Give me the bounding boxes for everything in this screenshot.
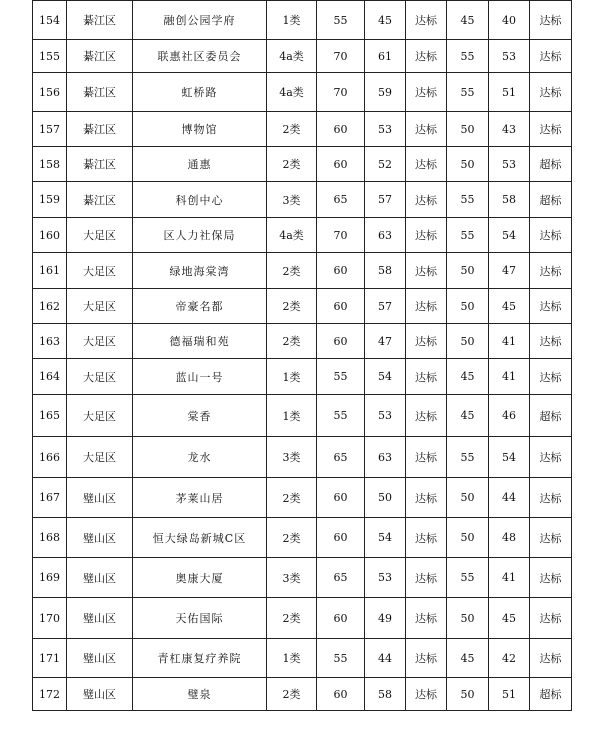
- night-limit-cell: 45: [447, 359, 489, 395]
- row-number-cell: 160: [33, 218, 67, 253]
- day-measured-cell: 58: [365, 678, 406, 711]
- monitoring-site-cell: 蓝山一号: [133, 359, 267, 395]
- row-number-cell: 154: [33, 1, 67, 40]
- day-limit-cell: 60: [317, 324, 365, 359]
- row-number-cell: 170: [33, 598, 67, 639]
- day-result-cell: 达标: [406, 289, 447, 324]
- row-number-cell: 165: [33, 395, 67, 437]
- day-result-cell: 达标: [406, 218, 447, 253]
- district-cell: 綦江区: [67, 182, 133, 218]
- day-limit-cell: 60: [317, 289, 365, 324]
- table-row: [33, 218, 572, 253]
- night-limit-cell: 50: [447, 518, 489, 558]
- day-measured-cell: 57: [365, 182, 406, 218]
- night-limit-cell: 55: [447, 182, 489, 218]
- night-result-cell: 达标: [530, 558, 572, 598]
- night-measured-cell: 45: [489, 598, 530, 639]
- day-result-cell: 达标: [406, 598, 447, 639]
- night-measured-cell: 42: [489, 639, 530, 678]
- night-limit-cell: 50: [447, 478, 489, 518]
- day-limit-cell: 60: [317, 598, 365, 639]
- night-limit-cell: 50: [447, 147, 489, 182]
- night-measured-cell: 51: [489, 73, 530, 112]
- function-class-cell: 3类: [267, 437, 317, 478]
- night-measured-cell: 51: [489, 678, 530, 711]
- monitoring-site-cell: 奥康大厦: [133, 558, 267, 598]
- row-number-cell: 163: [33, 324, 67, 359]
- night-result-cell: 达标: [530, 73, 572, 112]
- table-row: [33, 639, 572, 678]
- monitoring-site-cell: 融创公园学府: [133, 1, 267, 40]
- function-class-cell: 2类: [267, 598, 317, 639]
- district-cell: 璧山区: [67, 518, 133, 558]
- day-limit-cell: 65: [317, 437, 365, 478]
- day-limit-cell: 70: [317, 73, 365, 112]
- function-class-cell: 2类: [267, 518, 317, 558]
- night-result-cell: 达标: [530, 112, 572, 147]
- row-number-cell: 168: [33, 518, 67, 558]
- day-result-cell: 达标: [406, 324, 447, 359]
- day-result-cell: 达标: [406, 73, 447, 112]
- function-class-cell: 2类: [267, 324, 317, 359]
- night-result-cell: 达标: [530, 478, 572, 518]
- night-measured-cell: 44: [489, 478, 530, 518]
- day-result-cell: 达标: [406, 478, 447, 518]
- night-result-cell: 达标: [530, 518, 572, 558]
- day-result-cell: 达标: [406, 678, 447, 711]
- table-row: [33, 518, 572, 558]
- monitoring-site-cell: 虹桥路: [133, 73, 267, 112]
- district-cell: 璧山区: [67, 558, 133, 598]
- day-measured-cell: 47: [365, 324, 406, 359]
- day-measured-cell: 54: [365, 359, 406, 395]
- function-class-cell: 1类: [267, 1, 317, 40]
- day-limit-cell: 55: [317, 1, 365, 40]
- night-measured-cell: 41: [489, 558, 530, 598]
- night-result-cell: 超标: [530, 395, 572, 437]
- night-result-cell: 达标: [530, 40, 572, 73]
- day-measured-cell: 44: [365, 639, 406, 678]
- night-limit-cell: 50: [447, 253, 489, 289]
- row-number-cell: 156: [33, 73, 67, 112]
- day-limit-cell: 65: [317, 182, 365, 218]
- night-result-cell: 达标: [530, 639, 572, 678]
- district-cell: 大足区: [67, 437, 133, 478]
- night-limit-cell: 50: [447, 324, 489, 359]
- district-cell: 綦江区: [67, 1, 133, 40]
- day-result-cell: 达标: [406, 359, 447, 395]
- district-cell: 綦江区: [67, 40, 133, 73]
- district-cell: 綦江区: [67, 147, 133, 182]
- day-measured-cell: 52: [365, 147, 406, 182]
- night-measured-cell: 53: [489, 147, 530, 182]
- row-number-cell: 172: [33, 678, 67, 711]
- day-measured-cell: 54: [365, 518, 406, 558]
- function-class-cell: 4a类: [267, 218, 317, 253]
- function-class-cell: 2类: [267, 289, 317, 324]
- row-number-cell: 161: [33, 253, 67, 289]
- row-number-cell: 158: [33, 147, 67, 182]
- day-limit-cell: 60: [317, 253, 365, 289]
- row-number-cell: 171: [33, 639, 67, 678]
- night-result-cell: 达标: [530, 253, 572, 289]
- night-measured-cell: 41: [489, 324, 530, 359]
- district-cell: 大足区: [67, 289, 133, 324]
- day-measured-cell: 58: [365, 253, 406, 289]
- day-limit-cell: 60: [317, 678, 365, 711]
- district-cell: 綦江区: [67, 112, 133, 147]
- row-number-cell: 157: [33, 112, 67, 147]
- table-row: [33, 182, 572, 218]
- row-number-cell: 164: [33, 359, 67, 395]
- day-measured-cell: 53: [365, 558, 406, 598]
- function-class-cell: 2类: [267, 678, 317, 711]
- table-row: [33, 437, 572, 478]
- day-limit-cell: 55: [317, 639, 365, 678]
- row-number-cell: 167: [33, 478, 67, 518]
- day-limit-cell: 60: [317, 147, 365, 182]
- monitoring-site-cell: 博物馆: [133, 112, 267, 147]
- table-row: [33, 598, 572, 639]
- night-limit-cell: 50: [447, 289, 489, 324]
- table-row: [33, 558, 572, 598]
- function-class-cell: 2类: [267, 478, 317, 518]
- table-row: [33, 478, 572, 518]
- district-cell: 璧山区: [67, 639, 133, 678]
- monitoring-site-cell: 龙水: [133, 437, 267, 478]
- monitoring-site-cell: 通惠: [133, 147, 267, 182]
- night-limit-cell: 55: [447, 73, 489, 112]
- night-result-cell: 达标: [530, 1, 572, 40]
- district-cell: 大足区: [67, 218, 133, 253]
- night-measured-cell: 47: [489, 253, 530, 289]
- day-limit-cell: 55: [317, 395, 365, 437]
- day-result-cell: 达标: [406, 253, 447, 289]
- day-measured-cell: 63: [365, 437, 406, 478]
- night-result-cell: 达标: [530, 324, 572, 359]
- district-cell: 璧山区: [67, 598, 133, 639]
- day-result-cell: 达标: [406, 639, 447, 678]
- district-cell: 大足区: [67, 253, 133, 289]
- night-limit-cell: 55: [447, 558, 489, 598]
- monitoring-site-cell: 科创中心: [133, 182, 267, 218]
- day-measured-cell: 61: [365, 40, 406, 73]
- row-number-cell: 159: [33, 182, 67, 218]
- night-limit-cell: 45: [447, 639, 489, 678]
- night-result-cell: 达标: [530, 437, 572, 478]
- day-measured-cell: 50: [365, 478, 406, 518]
- night-measured-cell: 54: [489, 437, 530, 478]
- day-limit-cell: 60: [317, 112, 365, 147]
- function-class-cell: 1类: [267, 395, 317, 437]
- night-result-cell: 达标: [530, 289, 572, 324]
- day-result-cell: 达标: [406, 437, 447, 478]
- night-result-cell: 达标: [530, 359, 572, 395]
- row-number-cell: 169: [33, 558, 67, 598]
- function-class-cell: 4a类: [267, 40, 317, 73]
- day-result-cell: 达标: [406, 40, 447, 73]
- day-measured-cell: 63: [365, 218, 406, 253]
- night-limit-cell: 45: [447, 395, 489, 437]
- night-result-cell: 超标: [530, 182, 572, 218]
- district-cell: 大足区: [67, 359, 133, 395]
- district-cell: 綦江区: [67, 73, 133, 112]
- table-row: [33, 324, 572, 359]
- table-row: [33, 359, 572, 395]
- monitoring-site-cell: 绿地海棠湾: [133, 253, 267, 289]
- night-result-cell: 达标: [530, 218, 572, 253]
- function-class-cell: 2类: [267, 147, 317, 182]
- day-result-cell: 达标: [406, 518, 447, 558]
- night-limit-cell: 55: [447, 437, 489, 478]
- day-measured-cell: 53: [365, 395, 406, 437]
- noise-monitoring-table: [32, 0, 572, 711]
- function-class-cell: 3类: [267, 558, 317, 598]
- night-limit-cell: 55: [447, 40, 489, 73]
- day-measured-cell: 57: [365, 289, 406, 324]
- day-measured-cell: 59: [365, 73, 406, 112]
- table-row: [33, 395, 572, 437]
- night-measured-cell: 58: [489, 182, 530, 218]
- night-limit-cell: 50: [447, 112, 489, 147]
- day-result-cell: 达标: [406, 112, 447, 147]
- district-cell: 璧山区: [67, 478, 133, 518]
- night-measured-cell: 43: [489, 112, 530, 147]
- day-measured-cell: 49: [365, 598, 406, 639]
- night-result-cell: 超标: [530, 678, 572, 711]
- district-cell: 璧山区: [67, 678, 133, 711]
- district-cell: 大足区: [67, 395, 133, 437]
- day-limit-cell: 65: [317, 558, 365, 598]
- night-measured-cell: 46: [489, 395, 530, 437]
- function-class-cell: 2类: [267, 112, 317, 147]
- district-cell: 大足区: [67, 324, 133, 359]
- day-result-cell: 达标: [406, 395, 447, 437]
- night-measured-cell: 48: [489, 518, 530, 558]
- function-class-cell: 1类: [267, 639, 317, 678]
- function-class-cell: 2类: [267, 253, 317, 289]
- monitoring-site-cell: 茅莱山居: [133, 478, 267, 518]
- table-row: [33, 112, 572, 147]
- day-result-cell: 达标: [406, 147, 447, 182]
- monitoring-site-cell: 联惠社区委员会: [133, 40, 267, 73]
- table-row: [33, 678, 572, 711]
- day-limit-cell: 60: [317, 518, 365, 558]
- night-limit-cell: 50: [447, 598, 489, 639]
- table-row: [33, 147, 572, 182]
- function-class-cell: 3类: [267, 182, 317, 218]
- function-class-cell: 1类: [267, 359, 317, 395]
- night-result-cell: 达标: [530, 598, 572, 639]
- row-number-cell: 162: [33, 289, 67, 324]
- day-limit-cell: 55: [317, 359, 365, 395]
- table-row: [33, 40, 572, 73]
- monitoring-site-cell: 棠香: [133, 395, 267, 437]
- night-limit-cell: 45: [447, 1, 489, 40]
- table-body: [33, 1, 572, 711]
- day-result-cell: 达标: [406, 558, 447, 598]
- day-limit-cell: 70: [317, 218, 365, 253]
- monitoring-site-cell: 青杠康复疗养院: [133, 639, 267, 678]
- night-result-cell: 超标: [530, 147, 572, 182]
- day-limit-cell: 60: [317, 478, 365, 518]
- function-class-cell: 4a类: [267, 73, 317, 112]
- day-result-cell: 达标: [406, 182, 447, 218]
- night-measured-cell: 45: [489, 289, 530, 324]
- monitoring-site-cell: 天佑国际: [133, 598, 267, 639]
- night-measured-cell: 41: [489, 359, 530, 395]
- night-limit-cell: 55: [447, 218, 489, 253]
- monitoring-site-cell: 璧泉: [133, 678, 267, 711]
- table-row: [33, 73, 572, 112]
- monitoring-site-cell: 德福瑞和苑: [133, 324, 267, 359]
- day-measured-cell: 53: [365, 112, 406, 147]
- table-row: [33, 1, 572, 40]
- night-measured-cell: 40: [489, 1, 530, 40]
- day-limit-cell: 70: [317, 40, 365, 73]
- table-row: [33, 253, 572, 289]
- day-measured-cell: 45: [365, 1, 406, 40]
- night-limit-cell: 50: [447, 678, 489, 711]
- row-number-cell: 166: [33, 437, 67, 478]
- table-row: [33, 289, 572, 324]
- monitoring-site-cell: 区人力社保局: [133, 218, 267, 253]
- monitoring-site-cell: 恒大绿岛新城C区: [133, 518, 267, 558]
- monitoring-site-cell: 帝豪名都: [133, 289, 267, 324]
- night-measured-cell: 54: [489, 218, 530, 253]
- night-measured-cell: 53: [489, 40, 530, 73]
- day-result-cell: 达标: [406, 1, 447, 40]
- row-number-cell: 155: [33, 40, 67, 73]
